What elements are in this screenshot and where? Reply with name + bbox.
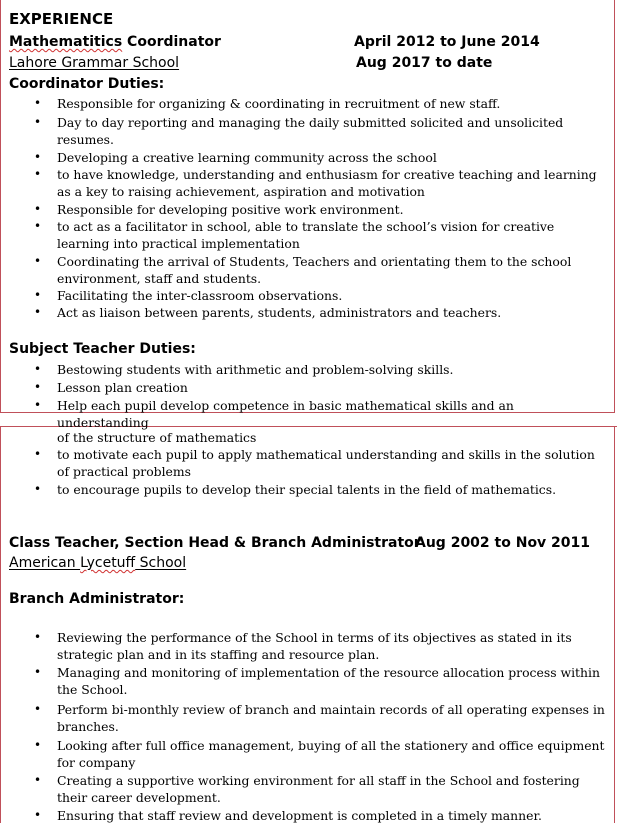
job1-title xyxy=(9,34,221,51)
job1-dates-2: Aug 2017 to date xyxy=(356,55,493,71)
subject-duties-heading: Subject Teacher Duties: xyxy=(9,341,196,357)
subject-duty-item: • to motivate each pupil to apply mathematical understanding and skills in the solution of practical problems xyxy=(57,446,608,480)
subject-duty-continuation: of the structure of mathematics xyxy=(57,430,257,445)
page-border-right-top xyxy=(614,0,615,413)
branch-admin-heading: Branch Administrator: xyxy=(9,591,185,607)
subject-duty-item: • Help each pupil develop competence in basic mathematical skills and an understanding xyxy=(57,397,608,431)
job2-school xyxy=(9,555,186,572)
coordinator-duty-item: • Coordinating the arrival of Students, Teachers and orientating them to the school environment, staff and students. xyxy=(57,253,608,287)
job1-school: Lahore Grammar School xyxy=(9,55,180,71)
coordinator-duty-item: • Responsible for organizing & coordinating in recruitment of new staff. xyxy=(57,95,608,112)
coordinator-duty-item: • Day to day reporting and managing the daily submitted solicited and unsolicited resumes. xyxy=(57,114,608,148)
subject-duty-item: • Bestowing students with arithmetic and problem-solving skills. xyxy=(57,361,608,378)
coordinator-duty-item: • to act as a facilitator in school, able to translate the school’s vision for creative learning into practical implementation xyxy=(57,218,608,252)
page-border-left-bottom xyxy=(0,426,1,823)
subject-duty-item: • Lesson plan creation xyxy=(57,379,608,396)
admin-duty-item: • Ensuring that staff review and development is completed in a timely manner. xyxy=(57,807,608,824)
job2-school-word: Lycetuff xyxy=(80,555,136,571)
job1-title-word: Mathematitics xyxy=(9,34,123,50)
coordinator-duties-heading: Coordinator Duties: xyxy=(9,76,165,92)
coordinator-duty-item: • Facilitating the inter-classroom observations. xyxy=(57,287,608,304)
admin-duty-item: • Looking after full office management, buying of all the stationery and office equipment for company xyxy=(57,737,608,771)
page-border-left-top xyxy=(0,0,1,413)
job1-title-rest: Coordinator xyxy=(122,34,221,50)
coordinator-duty-item: • Developing a creative learning community across the school xyxy=(57,149,608,166)
page-border-right-bottom xyxy=(614,426,615,823)
job2-dates: Aug 2002 to Nov 2011 xyxy=(415,535,591,551)
admin-duty-item: • Reviewing the performance of the School in terms of its objectives as stated in its strategic plan and in its staffing and resource plan. xyxy=(57,629,608,663)
section-title: EXPERIENCE xyxy=(9,10,114,28)
admin-duty-item: • Perform bi-monthly review of branch and maintain records of all operating expenses in branches. xyxy=(57,701,608,735)
coordinator-duty-item: • to have knowledge, understanding and enthusiasm for creative teaching and learning as a key to raising achievement, aspiration and motivation xyxy=(57,166,608,200)
job2-school-part: School xyxy=(135,555,187,571)
job2-title: Class Teacher, Section Head & Branch Administrator xyxy=(9,535,421,551)
job2-school-part: American xyxy=(9,555,81,571)
subject-duty-item: • to encourage pupils to develop their special talents in the field of mathematics. xyxy=(57,481,608,498)
coordinator-duty-item: • Act as liaison between parents, students, administrators and teachers. xyxy=(57,304,608,321)
job1-dates-1: April 2012 to June 2014 xyxy=(354,34,540,50)
coordinator-duty-item: • Responsible for developing positive work environment. xyxy=(57,201,608,218)
admin-duty-item: • Creating a supportive working environment for all staff in the School and fostering their career development. xyxy=(57,772,608,806)
admin-duty-item: • Managing and monitoring of implementation of the resource allocation process within the School. xyxy=(57,664,608,698)
